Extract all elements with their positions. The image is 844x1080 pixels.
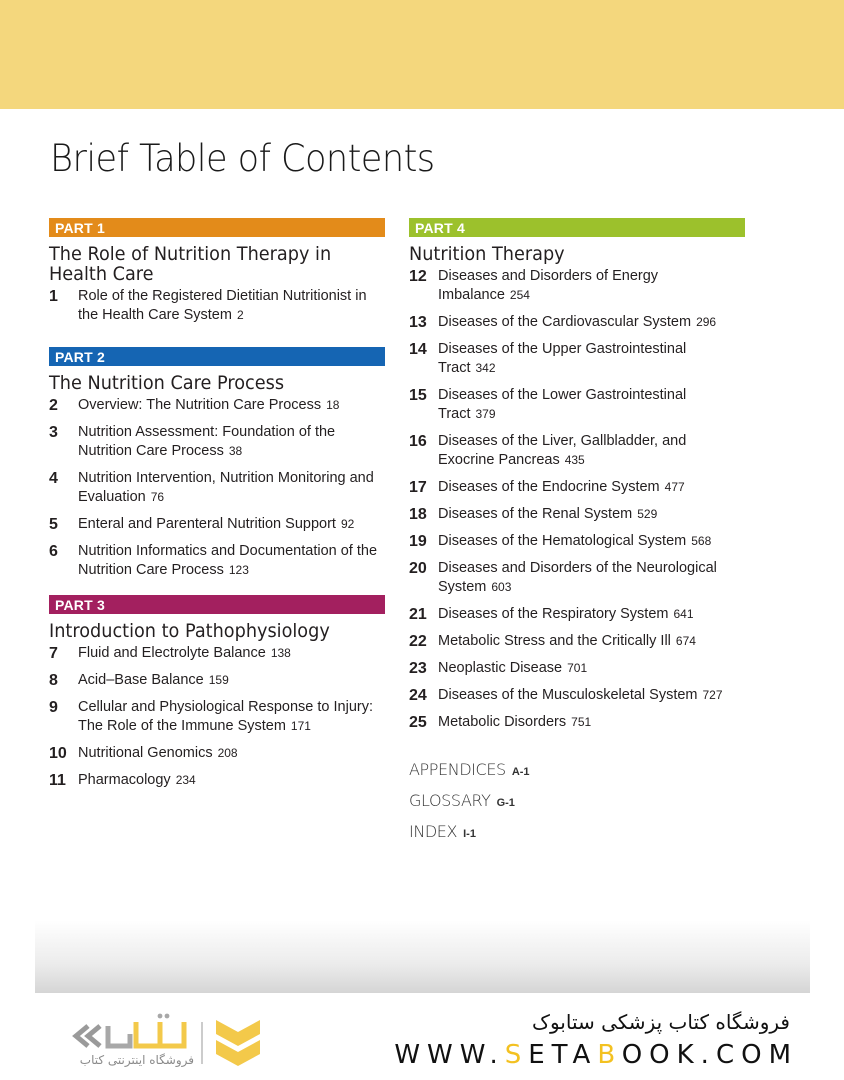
chapter-page: 123: [228, 563, 249, 577]
chapter-title: Nutrition Informatics and Documentation of the Nutrition Care Process: [78, 543, 378, 578]
part-3: [49, 595, 385, 790]
chapter-item[interactable]: [409, 686, 745, 705]
chapter-number: 19: [409, 533, 427, 550]
chapter-page: 751: [571, 715, 592, 729]
chapter-number: 8: [49, 672, 58, 689]
chapter-number: 12: [409, 268, 427, 285]
chapter-number: 1: [49, 288, 58, 305]
chapter-page: 138: [270, 646, 291, 660]
chapter-item[interactable]: [49, 698, 385, 736]
chapter-item[interactable]: [409, 386, 745, 424]
chapter-page: 234: [175, 773, 196, 787]
chapter-title: Diseases of the Cardiovascular System: [438, 314, 692, 330]
chapter-number: 2: [49, 397, 58, 414]
chapter-list: [49, 396, 385, 580]
part-label-bar: PART 3: [49, 595, 385, 614]
chapter-title: Pharmacology: [78, 772, 171, 788]
chapter-list: [49, 287, 385, 325]
chapter-title: Nutritional Genomics: [78, 745, 213, 761]
chapter-page: 208: [217, 746, 238, 760]
chapter-page: 92: [340, 517, 355, 531]
chapter-page: 254: [509, 288, 530, 302]
toc-left-column: [49, 218, 385, 798]
chapter-number: 13: [409, 314, 427, 331]
page-shadow: [35, 920, 810, 993]
chapter-page: 477: [664, 480, 685, 494]
chapter-number: 15: [409, 387, 427, 404]
back-matter-page: A-1: [511, 766, 530, 778]
chapter-title: Role of the Registered Dietitian Nutritionist in the Health Care System: [78, 288, 367, 323]
chapter-title: Diseases of the Lower Gastrointestinal Tract: [438, 387, 687, 422]
back-matter-appendices[interactable]: [409, 760, 745, 782]
chapter-list: [49, 644, 385, 790]
chapter-title: Acid–Base Balance: [78, 672, 204, 688]
chapter-page: 701: [567, 661, 588, 675]
shop-url[interactable]: WWW.SETABOOK.COM: [394, 1040, 798, 1070]
chapter-number: 10: [49, 745, 67, 762]
chapter-number: 7: [49, 645, 58, 662]
back-matter-page: I-1: [463, 828, 476, 840]
chapter-title: Diseases of the Musculoskeletal System: [438, 687, 698, 703]
chapter-page: 171: [290, 719, 311, 733]
chapter-item[interactable]: [409, 559, 745, 597]
chapter-number: 4: [49, 470, 58, 487]
chapter-title: Nutrition Intervention, Nutrition Monitoring and Evaluation: [78, 470, 374, 505]
chapter-title: Fluid and Electrolyte Balance: [78, 645, 266, 661]
chapter-title: Diseases and Disorders of the Neurological System: [438, 560, 717, 595]
chapter-item[interactable]: [49, 469, 385, 507]
chapter-item[interactable]: [409, 313, 745, 332]
chapter-title: Metabolic Disorders: [438, 714, 567, 730]
chapter-number: 22: [409, 633, 427, 650]
shop-name: فروشگاه کتاب پزشکی ستابوک: [532, 1010, 790, 1034]
chapter-page: 435: [564, 453, 585, 467]
back-matter-index[interactable]: [409, 822, 745, 844]
back-matter-label: APPENDICES: [409, 760, 506, 779]
chapter-page: 727: [702, 688, 723, 702]
chapter-number: 14: [409, 341, 427, 358]
chapter-number: 23: [409, 660, 427, 677]
chapter-number: 16: [409, 433, 427, 450]
chapter-number: 3: [49, 424, 58, 441]
chapter-title: Diseases of the Liver, Gallbladder, and Exocrine Pancreas: [438, 433, 687, 468]
chapter-number: 24: [409, 687, 427, 704]
chapter-page: 76: [150, 490, 165, 504]
chapter-item[interactable]: [409, 505, 745, 524]
chapter-item[interactable]: [409, 340, 745, 378]
part-title: The Role of Nutrition Therapy in Health Care: [49, 243, 332, 285]
chapter-item[interactable]: [49, 644, 385, 663]
chapter-number: 18: [409, 506, 427, 523]
chapter-title: Diseases and Disorders of Energy Imbalance: [438, 268, 659, 303]
chapter-title: Overview: The Nutrition Care Process: [78, 397, 322, 413]
chapter-page: 159: [208, 673, 229, 687]
back-matter: [409, 760, 745, 844]
part-title: Nutrition Therapy: [409, 243, 565, 265]
chapter-page: 674: [675, 634, 696, 648]
chapter-number: 17: [409, 479, 427, 496]
svg-text:فروشگاه اینترنتی کتاب: فروشگاه اینترنتی کتاب: [79, 1053, 194, 1067]
chapter-title: Nutrition Assessment: Foundation of the Nutrition Care Process: [78, 424, 336, 459]
chapter-item[interactable]: [49, 396, 385, 415]
part-2: [49, 347, 385, 580]
chapter-item[interactable]: [49, 542, 385, 580]
chapter-item[interactable]: [49, 744, 385, 763]
chapter-number: 11: [49, 772, 66, 789]
chapter-title: Diseases of the Endocrine System: [438, 479, 660, 495]
chapter-title: Metabolic Stress and the Critically Ill: [438, 633, 671, 649]
back-matter-label: GLOSSARY: [409, 791, 491, 810]
chapter-item[interactable]: [49, 423, 385, 461]
chapter-title: Diseases of the Hematological System: [438, 533, 687, 549]
setabook-logo: [66, 1012, 336, 1074]
back-matter-label: INDEX: [409, 822, 458, 841]
chapter-number: 25: [409, 714, 427, 731]
chapter-title: Cellular and Physiological Response to Injury: The Role of the Immune System: [78, 699, 373, 734]
chapter-item[interactable]: [409, 605, 745, 624]
chapter-item[interactable]: [409, 659, 745, 678]
chapter-title: Neoplastic Disease: [438, 660, 563, 676]
chapter-title: Enteral and Parenteral Nutrition Support: [78, 516, 336, 532]
part-title: The Nutrition Care Process: [49, 372, 285, 394]
chapter-item[interactable]: [409, 713, 745, 732]
chapter-page: 2: [236, 308, 244, 322]
part-title: Introduction to Pathophysiology: [49, 620, 330, 642]
back-matter-glossary[interactable]: [409, 791, 745, 813]
back-matter-page: G-1: [496, 797, 515, 809]
chapter-item[interactable]: [49, 671, 385, 690]
page-title: Brief Table of Contents: [50, 137, 435, 180]
part-label-bar: PART 2: [49, 347, 385, 366]
chapter-item[interactable]: [409, 632, 745, 651]
chapter-page: 603: [491, 580, 512, 594]
chapter-page: 38: [228, 444, 243, 458]
chapter-item[interactable]: [409, 267, 745, 305]
chapter-number: 21: [409, 606, 427, 623]
part-label-bar: PART 1: [49, 218, 385, 237]
chapter-page: 342: [475, 361, 496, 375]
chapter-page: 296: [696, 315, 717, 329]
chapter-number: 6: [49, 543, 58, 560]
chapter-item[interactable]: [49, 771, 385, 790]
chapter-item[interactable]: [409, 478, 745, 497]
chapter-number: 5: [49, 516, 58, 533]
chapter-number: 20: [409, 560, 427, 577]
setabook-logo-icon: [66, 1012, 336, 1074]
toc-right-column: [409, 218, 745, 853]
chapter-page: 379: [475, 407, 496, 421]
chapter-page: 568: [691, 534, 712, 548]
chapter-title: Diseases of the Upper Gastrointestinal Tract: [438, 341, 687, 376]
chapter-list: [409, 267, 745, 732]
chapter-page: 18: [326, 398, 340, 412]
chapter-page: 529: [637, 507, 658, 521]
header-band: [0, 0, 844, 109]
chapter-title: Diseases of the Renal System: [438, 506, 633, 522]
part-label-bar: PART 4: [409, 218, 745, 237]
chapter-item[interactable]: [409, 432, 745, 470]
chapter-item[interactable]: [49, 287, 385, 325]
part-4: [409, 218, 745, 732]
chapter-title: Diseases of the Respiratory System: [438, 606, 669, 622]
chapter-item[interactable]: [49, 515, 385, 534]
chapter-page: 641: [673, 607, 694, 621]
chapter-item[interactable]: [409, 532, 745, 551]
part-1: [49, 218, 385, 325]
chapter-number: 9: [49, 699, 58, 716]
